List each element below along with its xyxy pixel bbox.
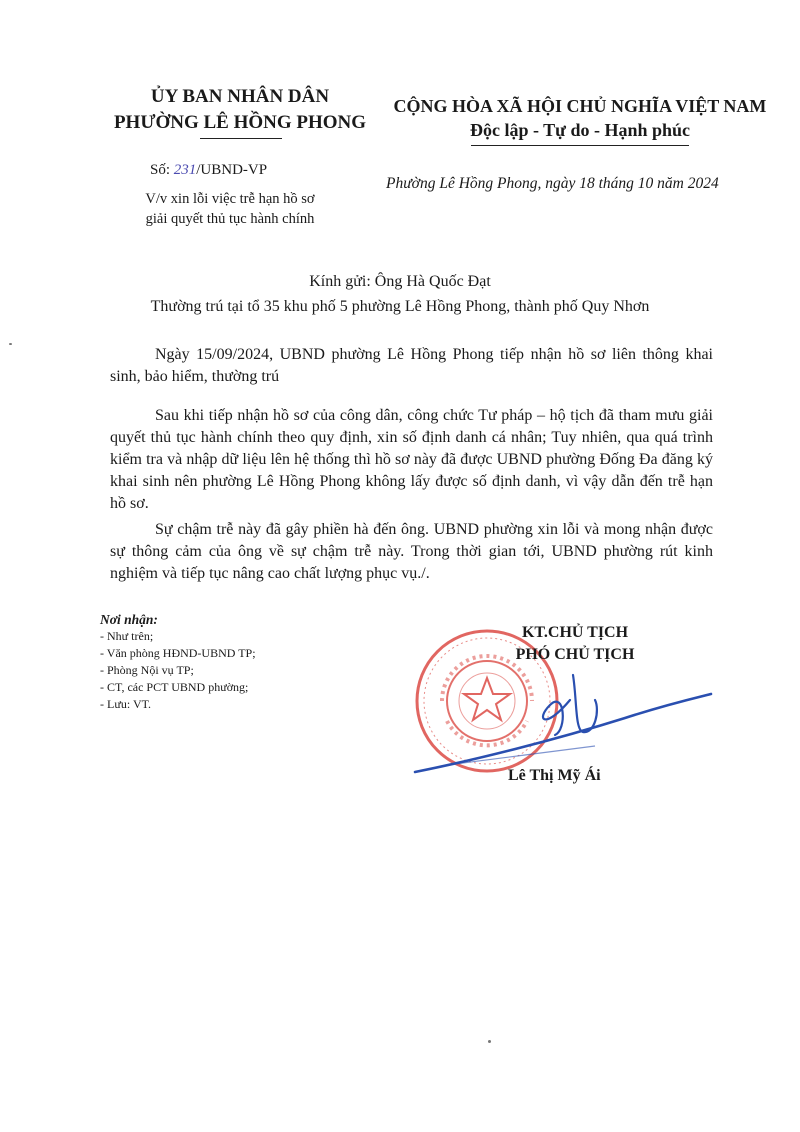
org-underline [200, 138, 282, 139]
recipient-item: - Lưu: VT. [100, 697, 152, 711]
recipient-item: - Phòng Nội vụ TP; [100, 663, 194, 677]
signature-title-2: PHÓ CHỦ TỊCH [515, 646, 635, 663]
body-paragraph-2 [110, 405, 713, 515]
document-number [150, 162, 267, 179]
national-motto: Độc lập - Tự do - Hạnh phúc [469, 120, 691, 140]
recipient-name: Kính gửi: Ông Hà Quốc Đạt [309, 273, 491, 290]
paragraph-text: Sau khi tiếp nhận hồ sơ của công dân, công chức Tư pháp – hộ tịch đã tham mưu giải quyết thủ tục hành chính theo quy định, xin số định danh cá nhân; Tuy nhiên, qua quá trình kiểm tra và nhập dữ liệu lên hệ thống thì hồ sơ này đã được UBND phường Đống Đa đăng ký khai sinh nên phường Lê Hồng Phong không lấy được số định danh, vì vậy dẫn đến trễ hạn hồ sơ. [110, 407, 713, 512]
recipients-list [100, 628, 256, 713]
scan-speck [9, 343, 12, 345]
signer-name: Lê Thị Mỹ Ái [508, 767, 601, 784]
subject-line1: V/v xin lỗi việc trễ hạn hồ sơ [145, 191, 315, 207]
paragraph-text: Sự chậm trễ này đã gây phiền hà đến ông. UBND phường xin lỗi và mong nhận được sự thông cảm của ông về sự chậm trễ này. Trong thời gian tới, UBND phường rút kinh nghiệm và tiếp tục nâng cao chất lượng phục vụ./. [110, 521, 713, 582]
recipient-item: - Như trên; [100, 629, 154, 643]
document-number-suffix: /UBND-VP [196, 162, 268, 178]
recipients-title: Nơi nhận: [100, 612, 158, 627]
motto-underline [471, 145, 689, 146]
document-number-prefix: Số: [150, 162, 174, 178]
paragraph-text: Ngày 15/09/2024, UBND phường Lê Hồng Phong tiếp nhận hồ sơ liên thông khai sinh, bảo hiểm, thường trú [110, 346, 713, 385]
national-title: CỘNG HÒA XÃ HỘI CHỦ NGHĨA VIỆT NAM [393, 96, 767, 116]
org-name-line2: PHƯỜNG LÊ HỒNG PHONG [113, 112, 367, 133]
place-date: Phường Lê Hồng Phong, ngày 18 tháng 10 năm 2024 [386, 175, 719, 192]
scan-speck [488, 1040, 491, 1043]
recipient-item: - Văn phòng HĐND-UBND TP; [100, 646, 256, 660]
signature-title-1: KT.CHỦ TỊCH [521, 624, 629, 641]
org-name-line1: ỦY BAN NHÂN DÂN [150, 86, 330, 107]
recipient-address: Thường trú tại tổ 35 khu phố 5 phường Lê Hồng Phong, thành phố Quy Nhơn [150, 298, 650, 315]
recipient-item: - CT, các PCT UBND phường; [100, 680, 249, 694]
body-paragraph-1 [110, 344, 713, 388]
body-paragraph-3 [110, 519, 713, 585]
subject-line2: giải quyết thủ tục hành chính [145, 211, 315, 227]
document-number-value: 231 [173, 162, 197, 178]
